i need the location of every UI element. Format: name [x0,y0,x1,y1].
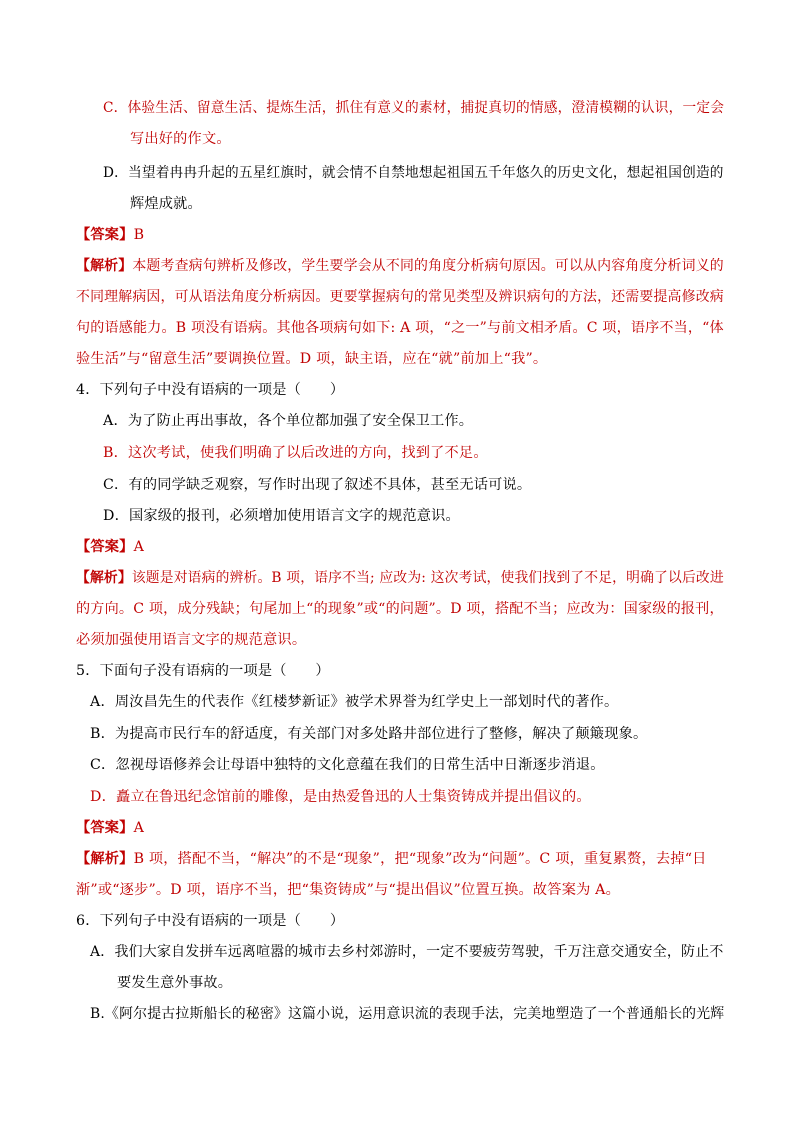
analysis-text: B 项，搭配不当，“解决”的不是“现象”，把“现象”改为“问题”。C 项，重复累赘，去掉“日 [133,851,707,867]
q3-option-c-line1: C．体验生活、留意生活、提炼生活，抓住有意义的素材，捕捉真切的情感，澄清模糊的认识，一定会 [103,100,725,116]
analysis-tag: 【解析】 [76,851,134,867]
q3-option-d-line1: D．当望着冉冉升起的五星红旗时，就会情不自禁地想起祖国五千年悠久的历史文化，想起祖国创造的 [103,165,724,181]
q5-option-a: A．周汝昌先生的代表作《红楼梦新证》被学术界誉为红学史上一部划时代的著作。 [90,694,619,710]
q6-option-a-line2: 要发生意外事故。 [117,975,233,991]
analysis-tag: 【解析】 [76,570,132,586]
q5-option-c: C．忽视母语修养会让母语中独特的文化意蕴在我们的日常生活中日渐逐步消退。 [90,757,605,773]
q6-stem: 6．下列句子中没有语病的一项是（ ） [76,913,345,929]
q4-option-a: A．为了防止再出事故，各个单位都加强了安全保卫工作。 [103,413,474,429]
q4-analysis-line3: 必须加强使用语言文字的规范意识。 [76,632,307,648]
q5-analysis-line1 [76,849,707,869]
q5-option-b: B．为提高市民行车的舒适度，有关部门对多处路井部位进行了整修，解决了颠簸现象。 [90,726,648,742]
q5-analysis-line2: 渐”或“逐步”。D 项，语序不当，把“集资铸成”与“提出倡议”位置互换。故答案为 A。 [76,882,621,898]
q6-option-b-line1: B.《阿尔提古拉斯船长的秘密》这篇小说，运用意识流的表现手法，完美地塑造了一个普通船长的光辉 [90,1006,725,1022]
q4-stem: 4．下列句子中没有语病的一项是（ ） [76,382,345,398]
q3-analysis-line1 [76,256,724,276]
q3-analysis-line2: 不同理解病因，可从语法角度分析病因。更要掌握病句的常见类型及辨识病句的方法，还需要提高修改病 [76,289,724,305]
q4-analysis-line2: 的方向。C 项，成分残缺；句尾加上“的现象”或“的问题”。D 项，搭配不当；应改为：国家级的报刊， [76,601,724,617]
analysis-text: 本题考查病句辨析及修改，学生要学会从不同的角度分析病句原因。可以从内容角度分析词义的 [132,258,724,274]
q3-option-d-line2: 辉煌成就。 [130,196,202,212]
q5-option-d: D．矗立在鲁迅纪念馆前的雕像，是由热爱鲁迅的人士集资铸成并提出倡议的。 [90,789,591,805]
q4-option-b: B．这次考试，使我们明确了以后改进的方向，找到了不足。 [103,445,488,461]
q6-option-a-line1: A．我们大家自发拼车远离喧嚣的城市去乡村郊游时，一定不要疲劳驾驶，千万注意交通安全，防止不 [90,944,724,960]
q3-option-c-line2: 写出好的作文。 [130,131,231,147]
q4-option-c: C．有的同学缺乏观察，写作时出现了叙述不具体，甚至无话可说。 [103,477,532,493]
q3-analysis-line3: 句的语感能力。B 项没有语病。其他各项病句如下: A 项，“之一”与前文相矛盾。C 项，语序不当，“体 [76,320,724,336]
q4-analysis-line1 [76,568,724,588]
analysis-text: 该题是对语病的辨析。B 项，语序不当; 应改为: 这次考试，使我们找到了不足，明确了以后改进 [131,570,724,586]
q4-answer [76,537,144,557]
answer-value: B [133,227,145,243]
answer-tag: 【答案】 [76,539,134,555]
q3-analysis-line4: 验生活”与“留意生活”要调换位置。D 项，缺主语，应在“就”前加上“我”。 [76,351,548,367]
answer-value: A [133,820,145,836]
analysis-tag: 【解析】 [76,258,133,274]
answer-tag: 【答案】 [76,227,134,243]
q5-answer [76,818,144,838]
q3-answer [76,225,144,245]
answer-value: A [133,539,145,555]
answer-tag: 【答案】 [76,820,134,836]
q5-stem: 5．下面句子没有语病的一项是（ ） [76,663,330,679]
q4-option-d: D．国家级的报刊，必须增加使用语言文字的规范意识。 [103,508,460,524]
